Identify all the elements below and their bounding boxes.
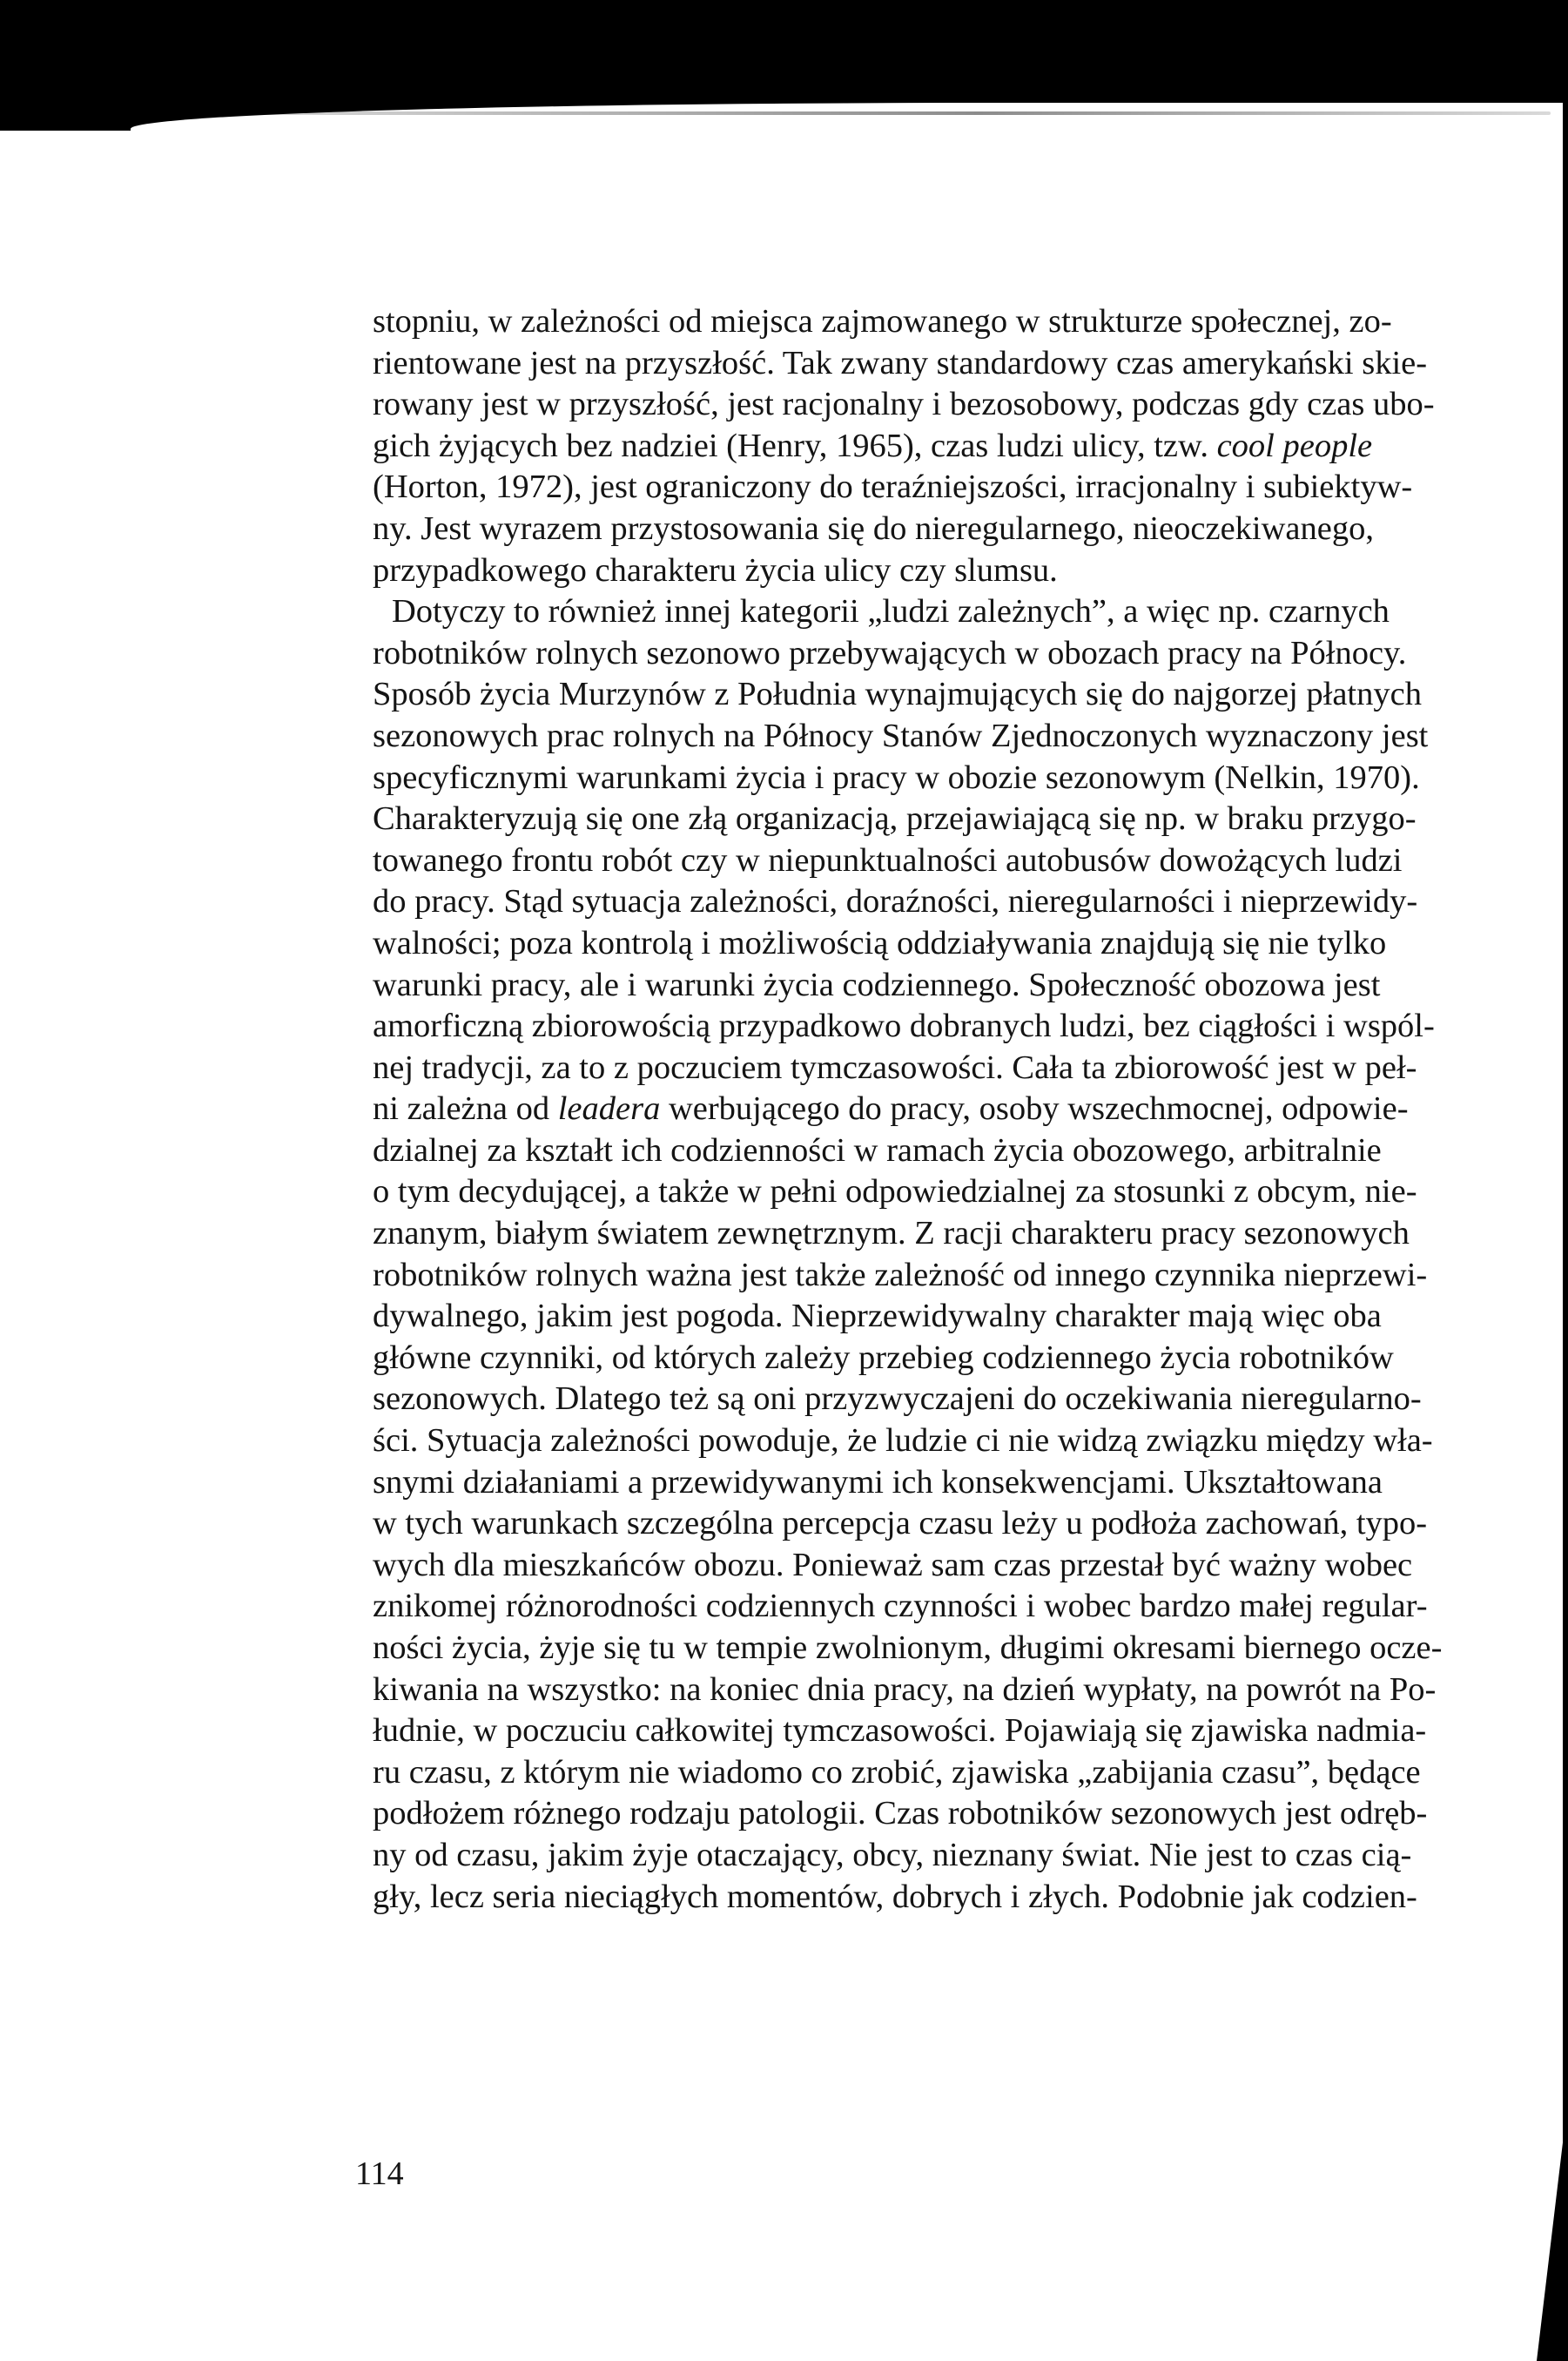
body-text xyxy=(373,301,1443,1918)
text-line: warunki pracy, ale i warunki życia codziennego. Społeczność obozowa jest xyxy=(373,966,1381,1003)
text-line: rowany jest w przyszłość, jest racjonalny i bezosobowy, podczas gdy czas ubo- xyxy=(373,386,1435,423)
text-line: towanego frontu robót czy w niepunktualności autobusów dowożących ludzi xyxy=(373,841,1403,879)
text-line: ny od czasu, jakim żyje otaczający, obcy, nieznany świat. Nie jest to czas cią- xyxy=(373,1836,1412,1873)
text-line: o tym decydującej, a także w pełni odpowiedzialnej za stosunki z obcym, nie- xyxy=(373,1173,1417,1211)
text-line: w tych warunkach szczególna percepcja czasu leży u podłoża zachowań, typo- xyxy=(373,1505,1428,1542)
text-line: do pracy. Stąd sytuacja zależności, doraźności, nieregularności i nieprzewidy- xyxy=(373,883,1418,921)
text-line: sezonowych. Dlatego też są oni przyzwyczajeni do oczekiwania nieregularno- xyxy=(373,1380,1422,1418)
text-line: (Horton, 1972), jest ograniczony do teraźniejszości, irracjonalny i subiektyw- xyxy=(373,469,1413,506)
text-line: robotników rolnych sezonowo przebywających w obozach pracy na Północy. xyxy=(373,634,1407,671)
text-line: Charakteryzują się one złą organizacją, przejawiającą się np. w braku przygo- xyxy=(373,800,1417,838)
text-line: specyficznymi warunkami życia i pracy w obozie sezonowym (Nelkin, 1970). xyxy=(373,759,1420,796)
text-line: nej tradycji, za to z poczuciem tymczasowości. Cała ta zbiorowość jest w peł- xyxy=(373,1049,1417,1086)
scan-page-edge xyxy=(122,111,1551,115)
text-line: znanym, białym światem zewnętrznym. Z racji charakteru pracy sezonowych xyxy=(373,1215,1410,1252)
text-line: ni zależna od leadera werbującego do pracy, osoby wszechmocnej, odpowie- xyxy=(373,1090,1409,1128)
text-line: dzialnej za kształt ich codzienności w ramach życia obozowego, arbitralnie xyxy=(373,1131,1382,1169)
text-line: gich żyjących bez nadziei (Henry, 1965), czas ludzi ulicy, tzw. cool people xyxy=(373,427,1373,464)
text-line: snymi działaniami a przewidywanymi ich konsekwencjami. Ukształtowana xyxy=(373,1463,1383,1501)
text-line: łudnie, w poczuciu całkowitej tymczasowości. Pojawiają się zjawiska nadmia- xyxy=(373,1712,1427,1750)
italic-term: cool people xyxy=(1216,427,1373,464)
text-line: sezonowych prac rolnych na Północy Stanów Zjednoczonych wyznaczony jest xyxy=(373,717,1429,754)
text-line: znikomej różnorodności codziennych czynności i wobec bardzo małej regular- xyxy=(373,1588,1428,1625)
text-line: wych dla mieszkańców obozu. Ponieważ sam czas przestał być ważny wobec xyxy=(373,1546,1413,1583)
text-line: walności; poza kontrolą i możliwością oddziaływania znajdują się nie tylko xyxy=(373,924,1387,961)
text-line: amorficzną zbiorowością przypadkowo dobranych ludzi, bez ciągłości i wspól- xyxy=(373,1008,1435,1045)
scan-right-border xyxy=(1563,0,1568,2361)
text-line: rientowane jest na przyszłość. Tak zwany standardowy czas amerykański skie- xyxy=(373,344,1428,381)
text-line: stopniu, w zależności od miejsca zajmowanego w strukturze społecznej, zo- xyxy=(373,303,1392,340)
text-line: Sposób życia Murzynów z Południa wynajmujących się do najgorzej płatnych xyxy=(373,676,1422,713)
text-line: dywalnego, jakim jest pogoda. Nieprzewidywalny charakter mają więc oba xyxy=(373,1298,1382,1335)
text-line: robotników rolnych ważna jest także zależność od innego czynnika nieprzewi- xyxy=(373,1256,1428,1293)
text-line: ny. Jest wyrazem przystosowania się do nieregularnego, nieoczekiwanego, xyxy=(373,509,1374,547)
text-line: gły, lecz seria nieciągłych momentów, dobrych i złych. Podobnie jak codzien- xyxy=(373,1878,1417,1915)
italic-term: leadera xyxy=(557,1090,661,1128)
text-line: przypadkowego charakteru życia ulicy czy slumsu. xyxy=(373,551,1058,589)
text-line: główne czynniki, od których zależy przebieg codziennego życia robotników xyxy=(373,1339,1394,1376)
text-line: podłożem różnego rodzaju patologii. Czas robotników sezonowych jest odręb- xyxy=(373,1795,1428,1832)
text-line: Dotyczy to również innej kategorii „ludzi zależnych”, a więc np. czarnych xyxy=(392,593,1390,631)
text-line: ności życia, żyje się tu w tempie zwolnionym, długimi okresami biernego ocze- xyxy=(373,1629,1443,1666)
text-line: ści. Sytuacja zależności powoduje, że ludzie ci nie widzą związku między wła- xyxy=(373,1422,1433,1460)
text-line: kiwania na wszystko: na koniec dnia pracy, na dzień wypłaty, na powrót na Po- xyxy=(373,1670,1437,1708)
text-line: ru czasu, z którym nie wiadomo co zrobić, zjawiska „zabijania czasu”, będące xyxy=(373,1753,1421,1791)
page-number: 114 xyxy=(355,2155,404,2192)
